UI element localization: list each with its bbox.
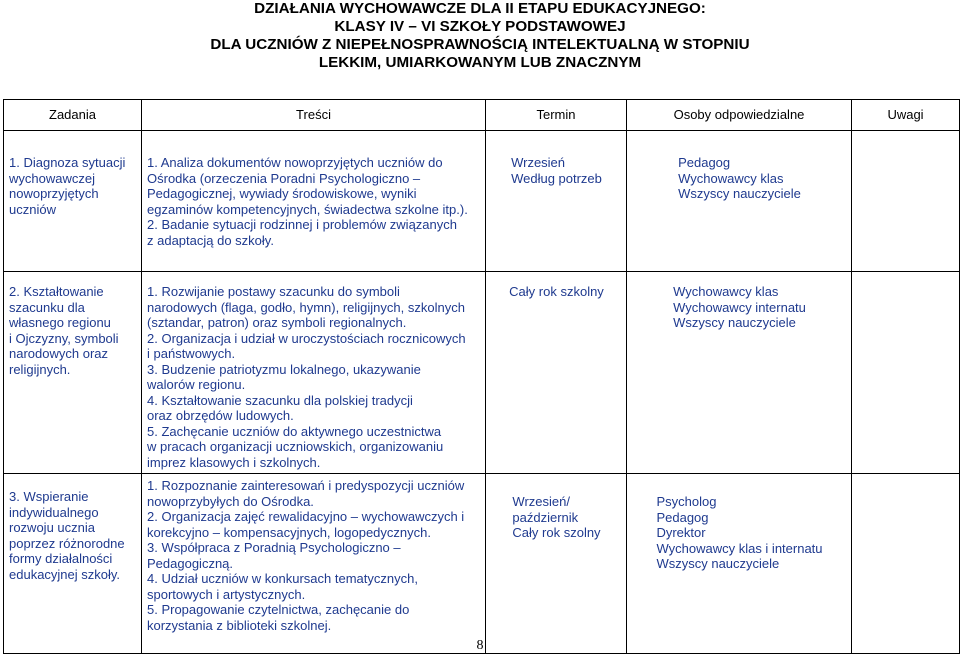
content-line: 5. Propagowanie czytelnictwa, zachęcanie do [147,602,410,617]
content-line: 5. Zachęcanie uczniów do aktywnego uczestnictwa [147,423,442,439]
content-line: korzystania z biblioteki szkolnej. [147,617,332,633]
task-line: szacunku dla [9,299,85,315]
title-line-4: LEKKIM, UMIARKOWANYM LUB ZNACZNYM [318,54,642,71]
term-cell [486,474,627,654]
table-header-row [4,100,960,131]
content-line: 1. Analiza dokumentów nowoprzyjętych uczniów do [147,155,443,170]
title-line-1: DZIAŁANIA WYCHOWAWCZE DLA II ETAPU EDUKACYJNEGO: [254,0,706,17]
person-line: Dyrektor [656,525,706,540]
content-line: 3. Budzenie patriotyzmu lokalnego, ukazywanie [147,361,421,377]
content-line: w pracach organizacji uczniowskich, organizowaniu [147,439,444,454]
term-cell [486,272,627,474]
person-line: Wychowawcy klas i internatu [656,540,823,556]
person-line: Wychowawcy klas [673,284,779,299]
content-line: z adaptacją do szkoły. [147,232,274,248]
persons-cell [627,131,852,272]
task-line: religijnych. [9,361,71,377]
term-line: Wrzesień [511,155,566,170]
content-line: 4. Udział uczniów w konkursach tematycznych, [147,571,418,586]
task-cell [4,474,142,654]
term-line: Cały rok szolny [512,525,601,540]
task-line: 3. Wspieranie [9,489,89,504]
task-cell [4,131,142,272]
title-line-3: DLA UCZNIÓW Z NIEPEŁNOSPRAWNOŚCIĄ INTELEKTUALNĄ W STOPNIU [210,36,750,53]
task-line: nowoprzyjętych [9,186,99,201]
task-line: indywidualnego [9,504,99,520]
task-cell [4,272,142,474]
table-row [4,272,960,474]
person-line: Wychowawcy internatu [673,299,806,315]
person-line: Wszyscy nauczyciele [678,186,801,201]
task-line: wychowawczej [9,170,95,186]
task-line: uczniów [9,201,56,217]
term-cell [486,131,627,272]
person-line: Psycholog [656,494,717,509]
person-line: Pedagog [678,155,731,170]
task-line: 2. Kształtowanie [9,284,104,299]
content-line: egzaminów kompetencyjnych, świadectwa szkolne itp.). [147,201,468,217]
content-line: sportowych i artystycznych. [147,586,306,602]
content-line: nowoprzybyłych do Ośrodka. [147,493,314,509]
term-line: Wrzesień/ [512,494,570,509]
content-line: korekcyjno – kompensacyjnych, logopedycznych. [147,524,431,540]
task-line: rozwoju ucznia [9,520,95,535]
content-line: Ośrodka (orzeczenia Poradni Psychologiczno – [147,170,421,186]
content-line: imprez klasowych i szkolnych. [147,454,321,470]
educational-plan-table [3,99,960,654]
content-line: 1. Rozpoznanie zainteresowań i predyspozycji uczniów [147,478,465,493]
page-number: 8 [476,638,484,653]
task-line: i Ojczyzny, symboli [9,330,119,346]
person-line: Wszyscy nauczyciele [656,556,780,571]
content-line: 2. Organizacja i udział w uroczystościach rocznicowych [147,330,466,346]
header-term: Termin [486,100,627,131]
content-cell [142,131,486,272]
content-line: Pedagogiczną. [147,555,234,571]
task-line: własnego regionu [9,315,111,330]
content-line: 2. Organizacja zajęć rewalidacyjno – wychowawczych i [147,509,465,524]
task-line: narodowych oraz [9,346,108,361]
task-line: edukacyjnej szkoły. [9,566,121,582]
person-line: Wychowawcy klas [678,170,784,186]
content-cell [142,272,486,474]
persons-cell [627,272,852,474]
notes-cell [852,131,960,272]
persons-cell [627,474,852,654]
notes-cell [852,474,960,654]
header-notes: Uwagi [852,100,960,131]
content-line: narodowych (flaga, godło, hymn), religijnych, szkolnych [147,299,465,315]
content-line: i państwowych. [147,346,236,361]
task-line: poprzez różnorodne [9,535,125,551]
person-line: Wszyscy nauczyciele [673,315,796,330]
task-line: formy działalności [9,551,113,566]
table-row [4,474,960,654]
title-line-2: KLASY IV – VI SZKOŁY PODSTAWOWEJ [334,18,626,35]
content-line: walorów regionu. [147,377,246,392]
content-line: 3. Współpraca z Poradnią Psychologiczno – [147,540,401,555]
content-line: 4. Kształtowanie szacunku dla polskiej tradycji [147,392,413,408]
content-line: 2. Badanie sytuacji rodzinnej i problemów związanych [147,217,457,232]
header-content: Treści [142,100,486,131]
term-line: październik [512,509,579,525]
content-line: Pedagogicznej, wywiady środowiskowe, wyniki [147,186,417,201]
header-persons: Osoby odpowiedzialne [627,100,852,131]
document-title [0,0,960,72]
content-line: 1. Rozwijanie postawy szacunku do symboli [147,284,400,299]
notes-cell [852,272,960,474]
content-line: (sztandar, patron) oraz symboli regionalnych. [147,315,407,330]
person-line: Pedagog [656,509,709,525]
header-tasks: Zadania [4,100,142,131]
content-cell [142,474,486,654]
term-line: Według potrzeb [511,170,602,186]
term-line: Cały rok szkolny [509,284,604,299]
table-row [4,131,960,272]
task-line: 1. Diagnoza sytuacji [9,155,126,170]
content-line: oraz obrzędów ludowych. [147,408,294,423]
